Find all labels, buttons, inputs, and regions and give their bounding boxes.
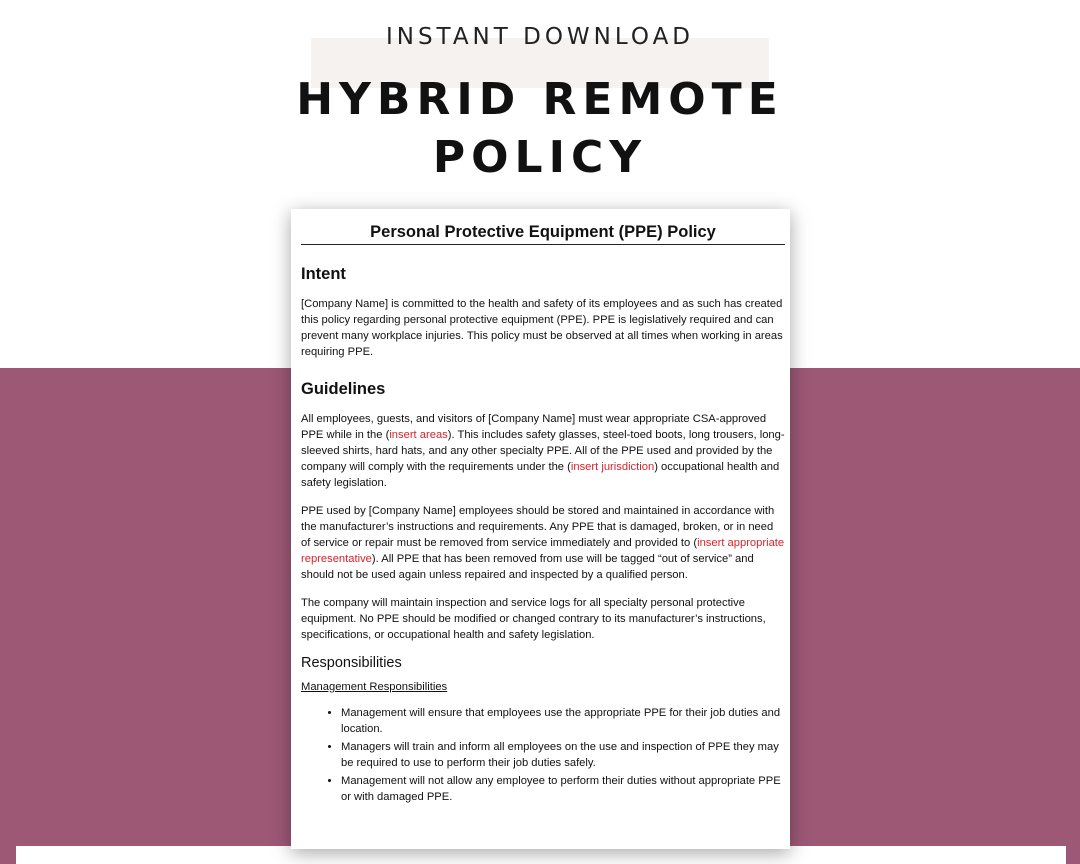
document-preview bbox=[291, 209, 790, 849]
guidelines-paragraph-1: All employees, guests, and visitors of [Company Name] must wear appropriate CSA-approved PPE while in the (insert areas). This includes safety glasses, steel-toed boots, long trousers, long-sleeved shirts, hard hats, and any other specialty PPE. All of the PPE used and provided by the company will comply with the requirements under the (insert jurisdiction) occupational health and safety legislation. bbox=[301, 413, 785, 489]
placeholder-insert-areas: insert areas bbox=[389, 429, 448, 441]
responsibilities-heading: Responsibilities bbox=[301, 655, 402, 671]
placeholder-insert-representative: insert appropriate representative bbox=[301, 537, 785, 565]
product-title-line-1: HYBRID REMOTE bbox=[296, 74, 784, 125]
list-item: • Managers will train and inform all employees on the use and inspection of PPE they may be required to use to perform their job duties safely. bbox=[341, 739, 785, 771]
list-item: • Management will ensure that employees use the appropriate PPE for their job duties and location. bbox=[341, 705, 785, 737]
list-item: • Management will not allow any employee to perform their duties without appropriate PPE or with damaged PPE. bbox=[341, 773, 785, 805]
tagline: INSTANT DOWNLOAD bbox=[385, 24, 695, 50]
intent-heading: Intent bbox=[301, 265, 346, 283]
management-responsibilities-list bbox=[301, 705, 785, 805]
guidelines-paragraph-3: The company will maintain inspection and service logs for all specialty personal protective equipment. No PPE should be modified or changed contrary to its manufacturer’s instructions, specifications, or occupational health and safety legislation. bbox=[301, 597, 766, 641]
placeholder-insert-jurisdiction: insert jurisdiction bbox=[570, 461, 655, 473]
document-title: Personal Protective Equipment (PPE) Policy bbox=[301, 223, 785, 245]
guidelines-paragraph-2: PPE used by [Company Name] employees should be stored and maintained in accordance with the manufacturer’s instructions and requirements. Any PPE that is damaged, broken, or in need of service or repair must be removed from service immediately and provided to (insert appropriate representative). All PPE that has been removed from use will be tagged “out of service” and should not be used again unless repaired and inspected by a qualified person. bbox=[301, 505, 785, 581]
intent-paragraph: [Company Name] is committed to the health and safety of its employees and as such has created this policy regarding personal protective equipment (PPE). PPE is legislatively required and can prevent many workplace injuries. This policy must be observed at all times when working in areas requiring PPE. bbox=[301, 298, 783, 358]
product-title-line-2: POLICY bbox=[432, 132, 648, 183]
management-responsibilities-heading: Management Responsibilities bbox=[301, 681, 448, 693]
guidelines-heading: Guidelines bbox=[301, 380, 386, 398]
